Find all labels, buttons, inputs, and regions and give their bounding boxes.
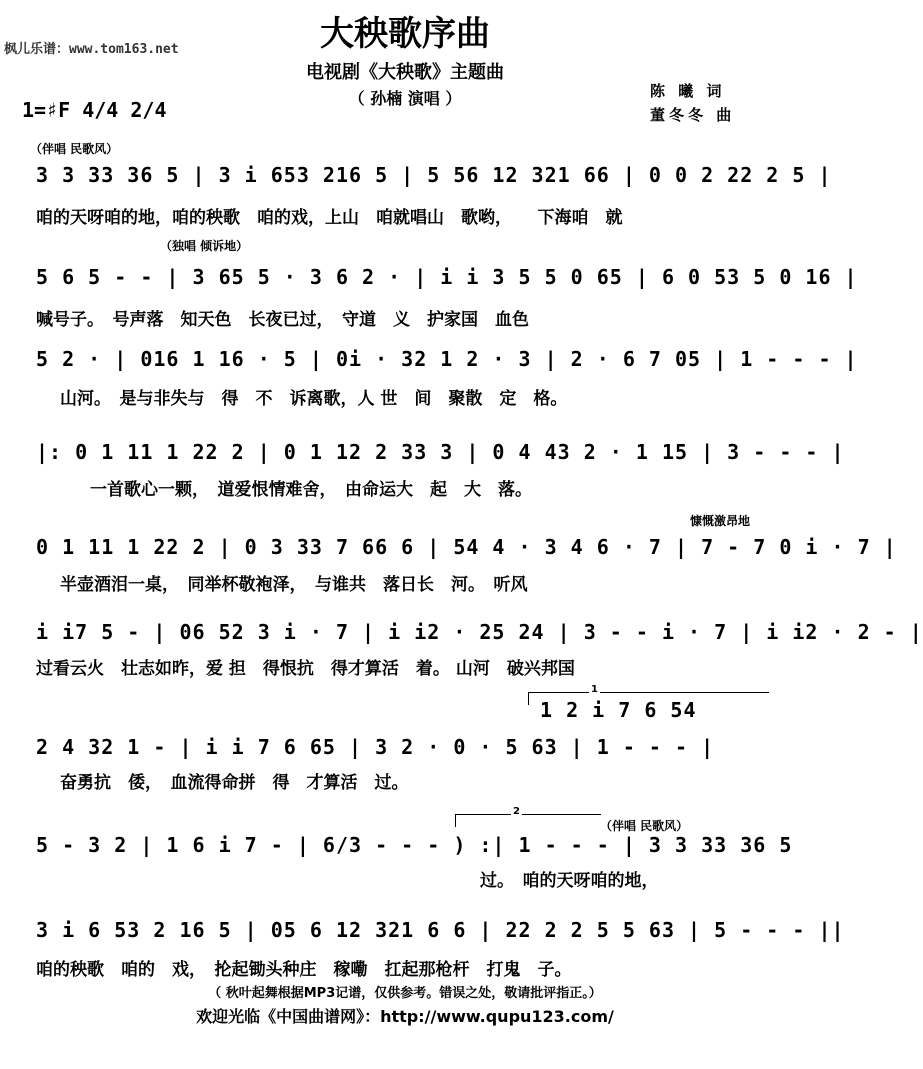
lyric-line: 一首歌心一颗， 道爱恨情难舍， 由命运大 起 大 落。 [90, 480, 532, 500]
notation-line: 3 i 6 53 2 16 5 | 05 6 12 321 6 6 | 22 2 2 5 5 63 | 5 - - - || [36, 918, 845, 942]
lyric-line: 喊号子。 号声落 知天色 长夜已过， 守道 义 护家国 血色 [36, 310, 529, 330]
notation-line: 5 2 · | 016 1 16 · 5 | 0i · 32 1 2 · 3 | 2 · 6 7 05 | 1 - - - | [36, 347, 858, 371]
lyric-line: 过看云火 壮志如昨，爱 担 得恨抗 得才算活 着。 山河 破兴邦国 [36, 659, 575, 679]
performance-note: （伴唱 民歌风） [30, 142, 119, 156]
singer: （ 孙楠 演唱 ） [348, 89, 462, 108]
song-title: 大秧歌序曲 [320, 14, 490, 54]
notation-line: 0 1 11 1 22 2 | 0 3 33 7 66 6 | 54 4 · 3 4 6 · 7 | 7 - 7 0 i · 7 | [36, 535, 897, 559]
notation-line: i i7 5 - | 06 52 3 i · 7 | i i2 · 25 24 | 3 - - i · 7 | i i2 · 2 - | [36, 620, 923, 644]
lyric-line: 过。 咱的天呀咱的地， [480, 871, 659, 891]
watermark: 枫儿乐谱：www.tom163.net [4, 42, 179, 57]
composer: 董冬冬 曲 [650, 106, 736, 124]
notation-line: 5 6 5 - - | 3 65 5 · 3 6 2 · | i i 3 5 5 0 65 | 6 0 53 5 0 16 | [36, 265, 858, 289]
performance-note: （伴唱 民歌风） [600, 819, 689, 833]
footer-note: （ 秋叶起舞根据MP3记谱，仅供参考。错误之处，敬请批评指正。） [208, 986, 602, 1001]
volta-notation: 1 2 i 7 6 54 [540, 698, 697, 722]
notation-line: 2 4 32 1 - | i i 7 6 65 | 3 2 · 0 · 5 63 | 1 - - - | [36, 735, 715, 759]
notation-line: 3 3 33 36 5 | 3 i 653 216 5 | 5 56 12 321 66 | 0 0 2 22 2 5 | [36, 163, 832, 187]
song-subtitle: 电视剧《大秧歌》主题曲 [306, 62, 504, 83]
lyricist: 陈 曦 词 [650, 82, 726, 100]
notation-line: 5 - 3 2 | 1 6 i 7 - | 6/3 - - - ) :| 1 - - - | 3 3 33 36 5 [36, 833, 793, 857]
footer-site: 欢迎光临《中国曲谱网》：http://www.qupu123.com/ [196, 1007, 614, 1026]
performance-note: 慷慨激昂地 [690, 514, 751, 528]
notation-line: |: 0 1 11 1 22 2 | 0 1 12 2 33 3 | 0 4 43 2 · 1 15 | 3 - - - | [36, 440, 845, 464]
key-signature: 1=♯F 4/4 2/4 [22, 98, 167, 122]
lyric-line: 咱的天呀咱的地，咱的秧歌 咱的戏，上山 咱就唱山 歌哟， 下海咱 就 [36, 208, 623, 228]
volta-bracket-2: 2 [455, 814, 601, 827]
lyric-line: 山河。 是与非失与 得 不 诉离歌，人 世 间 聚散 定 格。 [60, 389, 568, 409]
lyric-line: 咱的秧歌 咱的 戏， 抡起锄头种庄 稼嘞 扛起那枪杆 打鬼 子。 [36, 960, 572, 980]
lyric-line: 半壶酒泪一桌， 同举杯敬袍泽， 与谁共 落日长 河。 听风 [60, 575, 528, 595]
performance-note: （独唱 倾诉地） [160, 239, 249, 253]
volta-bracket-1: 1 [528, 692, 769, 705]
lyric-line: 奋勇抗 倭， 血流得命拼 得 才算活 过。 [60, 773, 409, 793]
